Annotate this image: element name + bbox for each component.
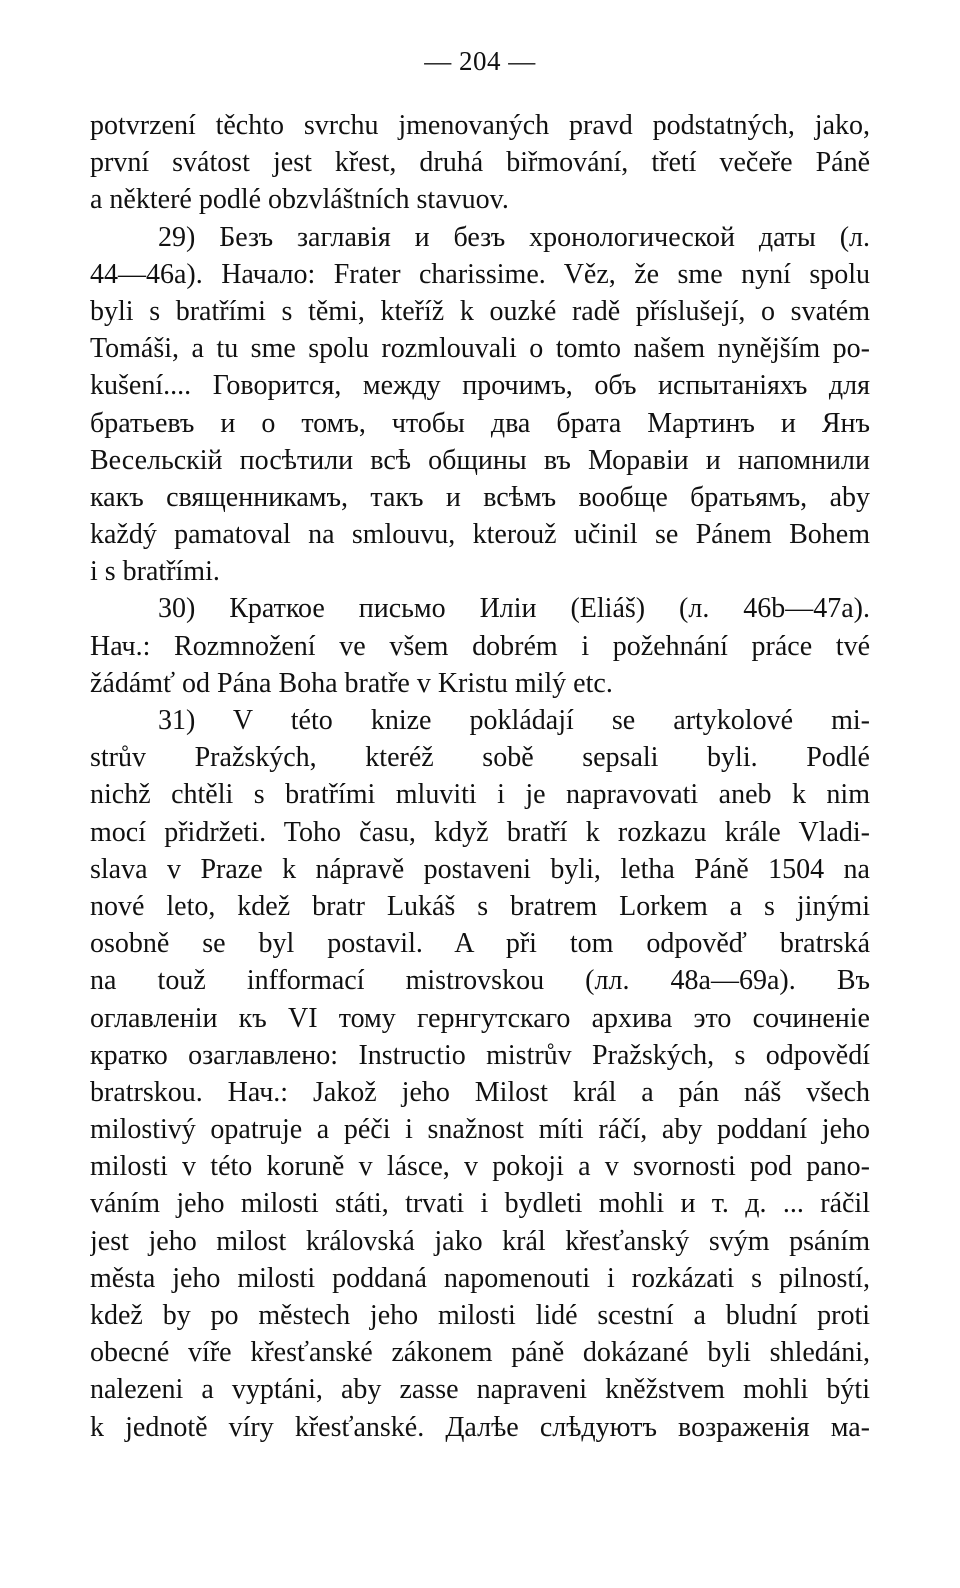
text-line: obecné víře křesťanské zákonem páně dokázané byli shledáni, [90, 1337, 870, 1369]
text-line: na touž infformací mistrovskou (лл. 48а—69а). Въ [90, 965, 870, 997]
text-line: i s bratřími. [90, 556, 220, 588]
text-line: Tomáši, a tu sme spolu rozmlouvali o tomto našem nynějším po- [90, 333, 870, 365]
text-line: mocí přidržeti. Toho času, když bratří k rozkazu krále Vladi- [90, 816, 870, 848]
text-line: kušení.... Говорится, между прочимъ, объ испытаніяхъ для [90, 370, 870, 402]
text-line: оглавленіи къ VI тому гернгутскаго архива это сочиненіе [90, 1002, 870, 1034]
text-line: какъ священникамъ, такъ и всѣмъ вообще братьямъ, aby [90, 481, 870, 513]
text-line: slava v Praze k nápravě postaveni byli, letha Páně 1504 na [90, 853, 870, 885]
text-line: кратко озаглавлено: Instructio mistrův Pražských, s odpovědí [90, 1039, 870, 1071]
text-line: města jeho milosti poddaná napomenouti i rozkázati s pilností, [90, 1262, 870, 1294]
text-line: Весельскій посѣтили всѣ общины въ Моравіи и напомнили [90, 444, 870, 476]
text-line: žádámť od Pána Boha bratře v Kristu milý etc. [90, 667, 613, 699]
text-line: byli s bratřími s těmi, kteříž k ouzké radě příslušejí, o svatém [90, 295, 870, 327]
text-line: bratrskou. Нач.: Jakož jeho Milost král a pán náš všech [90, 1076, 870, 1108]
text-line: osobně se byl postavil. A při tom odpověď bratrská [90, 928, 870, 960]
text-line: a některé podlé obzvláštních stavuov. [90, 184, 509, 216]
text-line: 30) Краткое письмо Иліи (Eliáš) (л. 46b—47а). [158, 593, 870, 625]
text-line: nichž chtěli s bratřími mluviti i je napravovati aneb k nim [90, 779, 870, 811]
text-line: potvrzení těchto svrchu jmenovaných pravd podstatných, jako, [90, 110, 870, 141]
text-line: jest jeho milost královská jako král křesťanský svým psáním [90, 1225, 870, 1257]
page-number: — 204 — [424, 46, 536, 76]
text-line: váním jeho milosti státi, trvati i bydleti mohli и т. д. ... ráčil [90, 1188, 870, 1220]
text-line: nalezeni a vyptáni, aby zasse napraveni kněžstvem mohli býti [90, 1374, 870, 1406]
text-line: 29) Безъ заглавія и безъ хронологической даты (л. [158, 221, 870, 253]
text-line: první svátost jest křest, druhá biřmování, třetí večeře Páně [90, 147, 870, 179]
body-text [90, 107, 870, 1446]
text-line: milosti v této koruně v lásce, v pokoji a v svornosti pod pano- [90, 1151, 870, 1183]
text-line: milostivý opatruje a péči i snažnost míti ráčí, aby poddaní jeho [90, 1114, 870, 1146]
text-line: strův Pražských, kteréž sobě sepsali byli. Podlé [90, 742, 870, 774]
text-line: nové leto, kdež bratr Lukáš s bratrem Lorkem a s jinými [90, 890, 870, 922]
text-line: kdež by po městech jeho milosti lidé scestní a bludní proti [90, 1300, 870, 1331]
text-line: 31) V této knize pokládají se artykolové mi- [158, 705, 870, 736]
text-line: k jednotě víry křesťanské. Далѣе слѣдуютъ возраженія ма- [90, 1411, 870, 1443]
text-line: Нач.: Rozmnožení ve všem dobrém i požehnání práce tvé [90, 630, 870, 662]
text-line: každý pamatoval na smlouvu, kterouž učinil se Pánem Bohem [90, 519, 870, 551]
text-line: 44—46а). Начало: Frater charissime. Věz, že sme nyní spolu [90, 258, 870, 290]
text-line: братьевъ и о томъ, чтобы два брата Мартинъ и Янъ [90, 407, 870, 439]
